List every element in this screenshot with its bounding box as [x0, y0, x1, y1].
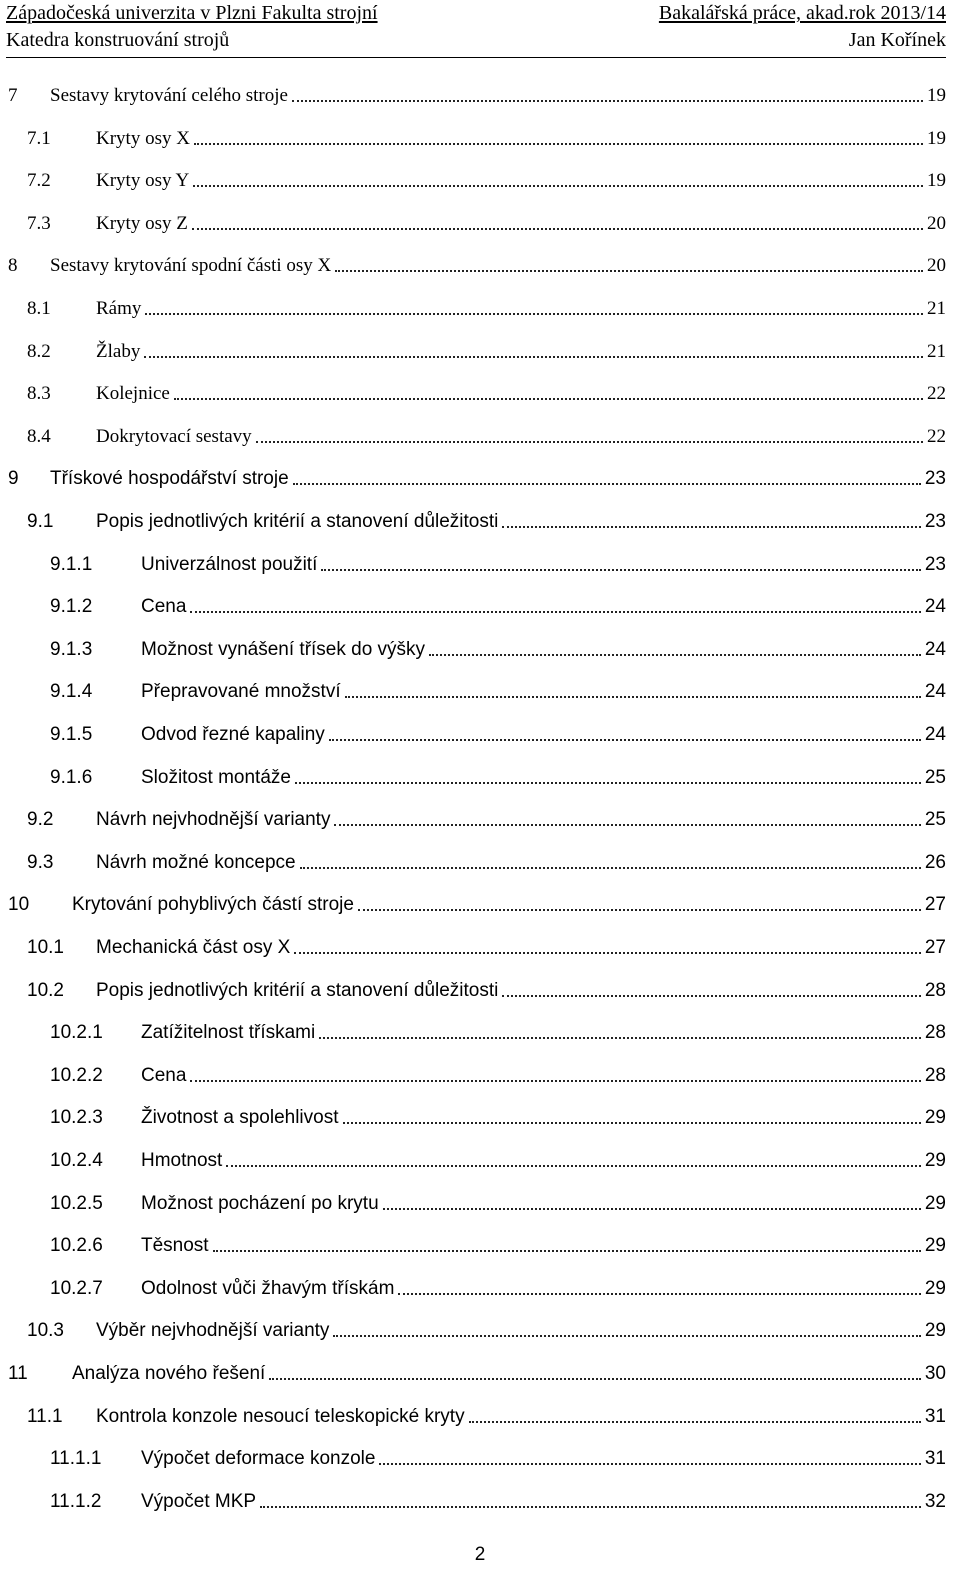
toc-entry-number: 7.1 — [27, 127, 51, 149]
toc-entry-number: 9.1.2 — [50, 596, 93, 618]
toc-entry-title: Výpočet MKP — [141, 1490, 257, 1512]
toc-dot-leader — [398, 1292, 920, 1295]
toc-dot-leader — [329, 738, 921, 741]
toc-entry-title: Složitost montáže — [141, 766, 291, 788]
toc-dot-leader — [294, 951, 921, 954]
toc-entry-title: Zatížitelnost třískami — [141, 1022, 316, 1044]
toc-entry-page: 22 — [927, 425, 946, 447]
toc-entry-number: 10.2 — [27, 979, 64, 1001]
toc-entry-page: 23 — [924, 511, 946, 532]
toc-dot-leader — [343, 1121, 921, 1124]
toc-dot-leader — [190, 610, 920, 613]
toc-entry[interactable] — [0, 422, 960, 452]
toc-entry-page: 27 — [924, 937, 946, 958]
toc-entry-title: Hmotnost — [141, 1150, 223, 1171]
toc-entry-title: Univerzálnost použití — [141, 553, 318, 575]
toc-entry-number: 11.1.1 — [50, 1448, 102, 1470]
toc-entry[interactable] — [0, 124, 960, 154]
toc-entry-title: Cena — [141, 1064, 187, 1086]
toc-entry-page: 24 — [924, 638, 946, 660]
toc-entry-title: Odolnost vůči žhavým třískám — [141, 1277, 395, 1299]
toc-entry-number: 10.2.7 — [50, 1277, 103, 1299]
toc-entry-page: 28 — [924, 1064, 946, 1086]
toc-entry-title: Výpočet deformace konzole — [141, 1448, 376, 1470]
toc-entry-page: 29 — [924, 1107, 946, 1129]
toc-dot-leader — [335, 269, 923, 272]
toc-entry-page: 28 — [924, 979, 946, 1001]
toc-entry-title: Kryty osy Y — [96, 170, 190, 192]
toc-entry-title: Mechanická část osy X — [96, 937, 291, 958]
toc-entry-page: 22 — [927, 383, 946, 405]
toc-entry-number: 9.1.1 — [50, 553, 93, 575]
toc-entry-number: 10.2.3 — [50, 1107, 103, 1129]
toc-entry-number: 9.1.4 — [50, 681, 93, 703]
toc-entry-page: 32 — [924, 1490, 946, 1512]
toc-entry-page: 21 — [927, 298, 946, 319]
toc-entry-title: Třískové hospodářství stroje — [50, 468, 289, 490]
university-faculty-text: Západočeská univerzita v Plzni Fakulta strojní — [6, 2, 378, 24]
toc-entry-number: 9.2 — [27, 809, 54, 831]
toc-entry-page: 23 — [924, 553, 946, 575]
toc-dot-leader — [192, 227, 923, 230]
toc-entry-page: 31 — [924, 1405, 946, 1427]
toc-entry-number: 10.2.5 — [50, 1192, 103, 1214]
toc-dot-leader — [358, 908, 921, 911]
department-text: Katedra konstruování strojů — [6, 29, 230, 51]
toc-entry[interactable] — [0, 1146, 960, 1176]
toc-entry-number: 8 — [8, 255, 18, 277]
toc-entry-title: Kontrola konzole nesoucí teleskopické kryty — [96, 1405, 465, 1427]
toc-entry-number: 9.1.6 — [50, 766, 93, 788]
toc-dot-leader — [345, 695, 921, 698]
toc-entry-number: 10.2.4 — [50, 1150, 103, 1171]
toc-entry-title: Kolejnice — [96, 383, 170, 405]
toc-entry[interactable] — [0, 720, 960, 750]
toc-dot-leader — [145, 312, 923, 315]
toc-entry-number: 11 — [8, 1363, 28, 1384]
toc-entry-number: 9.1.3 — [50, 638, 93, 660]
toc-dot-leader — [321, 568, 920, 571]
toc-entry-page: 24 — [924, 596, 946, 618]
toc-entry-number: 9.1.5 — [50, 724, 93, 745]
toc-entry[interactable] — [0, 1444, 960, 1474]
toc-entry-page: 25 — [924, 766, 946, 788]
toc-dot-leader — [174, 397, 923, 400]
toc-entry-title: Rámy — [96, 298, 142, 319]
toc-entry-number: 9.1 — [27, 511, 54, 532]
toc-entry[interactable] — [0, 1316, 960, 1346]
toc-dot-leader — [379, 1462, 920, 1465]
toc-entry-title: Přepravované množství — [141, 681, 341, 703]
toc-entry-title: Návrh nejvhodnější varianty — [96, 809, 331, 831]
toc-dot-leader — [260, 1505, 921, 1508]
toc-entry-title: Cena — [141, 596, 187, 618]
toc-entry[interactable] — [0, 677, 960, 707]
toc-entry[interactable] — [0, 1103, 960, 1133]
toc-dot-leader — [333, 1334, 920, 1337]
toc-entry-title: Popis jednotlivých kritérií a stanovení důležitosti — [96, 511, 499, 532]
toc-entry-page: 19 — [927, 85, 946, 106]
toc-dot-leader — [334, 823, 920, 826]
toc-entry-number: 9.3 — [27, 851, 54, 873]
toc-dot-leader — [226, 1164, 921, 1167]
toc-entry-title: Popis jednotlivých kritérií a stanovení důležitosti — [96, 979, 499, 1001]
header-divider — [6, 57, 946, 58]
toc-dot-leader — [269, 1377, 921, 1380]
toc-entry-page: 24 — [924, 681, 946, 703]
toc-dot-leader — [429, 653, 921, 656]
toc-entry-title: Možnost pocházení po krytu — [141, 1192, 379, 1214]
toc-entry-number: 10.1 — [27, 937, 64, 958]
toc-entry-number: 8.3 — [27, 383, 51, 405]
toc-dot-leader — [190, 1079, 920, 1082]
toc-entry[interactable] — [0, 592, 960, 622]
toc-entry-page: 30 — [924, 1363, 946, 1384]
toc-entry-number: 8.1 — [27, 298, 51, 319]
toc-entry-title: Sestavy krytování celého stroje — [50, 85, 288, 106]
toc-entry-page: 20 — [927, 212, 946, 234]
toc-entry-number: 10.2.2 — [50, 1064, 103, 1086]
toc-entry-page: 28 — [924, 1022, 946, 1044]
toc-entry-number: 10.3 — [27, 1320, 64, 1342]
toc-dot-leader — [213, 1249, 921, 1252]
toc-entry-number: 7.2 — [27, 170, 51, 192]
toc-entry[interactable] — [0, 464, 960, 494]
toc-entry-page: 24 — [924, 724, 946, 745]
toc-entry-page: 25 — [924, 809, 946, 831]
toc-entry[interactable] — [0, 763, 960, 793]
toc-entry[interactable] — [0, 933, 960, 963]
toc-dot-leader — [292, 99, 923, 102]
toc-entry[interactable] — [0, 976, 960, 1006]
toc-entry-title: Dokrytovací sestavy — [96, 425, 252, 447]
toc-entry-page: 29 — [924, 1192, 946, 1214]
toc-dot-leader — [469, 1420, 921, 1423]
toc-entry-page: 29 — [924, 1150, 946, 1171]
toc-dot-leader — [144, 355, 923, 358]
toc-entry-title: Výběr nejvhodnější varianty — [96, 1320, 330, 1342]
toc-entry[interactable] — [0, 1061, 960, 1091]
toc-entry-number: 10.2.1 — [50, 1022, 103, 1044]
page-number: 2 — [474, 1544, 486, 1565]
toc-entry[interactable] — [0, 1274, 960, 1304]
toc-entry-page: 19 — [927, 127, 946, 149]
toc-entry-title: Životnost a spolehlivost — [141, 1107, 339, 1129]
toc-dot-leader — [502, 525, 920, 528]
toc-entry-number: 10 — [8, 894, 30, 916]
thesis-type-year-text: Bakalářská práce, akad.rok 2013/14 — [658, 2, 946, 24]
toc-entry-page: 31 — [924, 1448, 946, 1470]
toc-entry[interactable] — [0, 294, 960, 324]
toc-dot-leader — [502, 994, 920, 997]
toc-entry[interactable] — [0, 635, 960, 665]
toc-entry-number: 11.1.2 — [50, 1490, 102, 1512]
toc-entry[interactable] — [0, 379, 960, 409]
toc-entry-page: 21 — [927, 340, 946, 362]
toc-entry-number: 10.2.6 — [50, 1235, 103, 1257]
toc-entry[interactable] — [0, 209, 960, 239]
toc-entry[interactable] — [0, 550, 960, 580]
author-name-text: Jan Kořínek — [848, 29, 946, 51]
toc-entry-page: 29 — [924, 1277, 946, 1299]
toc-entry[interactable] — [0, 507, 960, 537]
toc-entry[interactable] — [0, 337, 960, 367]
toc-entry[interactable] — [0, 1231, 960, 1261]
toc-entry-title: Možnost vynášení třísek do výšky — [141, 638, 426, 660]
toc-entry-page: 29 — [924, 1320, 946, 1342]
toc-entry-title: Kryty osy Z — [96, 212, 188, 234]
toc-entry-title: Sestavy krytování spodní části osy X — [50, 255, 332, 277]
toc-entry-title: Návrh možné koncepce — [96, 851, 296, 873]
toc-entry-page: 27 — [924, 894, 946, 916]
toc-entry[interactable] — [0, 1487, 960, 1517]
toc-entry-number: 11.1 — [27, 1405, 63, 1427]
toc-entry[interactable] — [0, 81, 960, 111]
toc-entry-title: Kryty osy X — [96, 127, 190, 149]
toc-entry[interactable] — [0, 1018, 960, 1048]
toc-entry-title: Krytování pohyblivých částí stroje — [72, 894, 354, 916]
toc-dot-leader — [194, 142, 923, 145]
toc-entry[interactable] — [0, 1189, 960, 1219]
toc-entry[interactable] — [0, 805, 960, 835]
toc-dot-leader — [193, 184, 923, 187]
page-header — [6, 0, 946, 54]
toc-entry-title: Odvod řezné kapaliny — [141, 724, 325, 745]
toc-dot-leader — [300, 866, 921, 869]
toc-entry-page: 23 — [924, 468, 946, 490]
toc-entry-number: 8.2 — [27, 340, 51, 362]
toc-entry-title: Analýza nového řešení — [72, 1363, 266, 1384]
toc-dot-leader — [293, 482, 921, 485]
toc-dot-leader — [319, 1036, 921, 1039]
toc-dot-leader — [383, 1207, 921, 1210]
toc-entry[interactable] — [0, 1359, 960, 1389]
toc-entry[interactable] — [0, 166, 960, 196]
toc-entry[interactable] — [0, 848, 960, 878]
toc-dot-leader — [295, 781, 921, 784]
toc-entry[interactable] — [0, 1402, 960, 1432]
toc-dot-leader — [256, 440, 923, 443]
toc-entry-number: 7 — [8, 85, 18, 106]
toc-entry-page: 29 — [924, 1235, 946, 1257]
toc-entry-page: 19 — [927, 170, 946, 192]
toc-entry-title: Těsnost — [141, 1235, 209, 1257]
toc-entry-number: 9 — [8, 468, 19, 490]
toc-entry-page: 20 — [927, 255, 946, 277]
toc-entry-number: 7.3 — [27, 212, 51, 234]
toc-entry-number: 8.4 — [27, 425, 51, 447]
toc-entry[interactable] — [0, 890, 960, 920]
toc-entry-title: Žlaby — [96, 340, 141, 362]
toc-entry[interactable] — [0, 251, 960, 281]
toc-entry-page: 26 — [924, 851, 946, 873]
